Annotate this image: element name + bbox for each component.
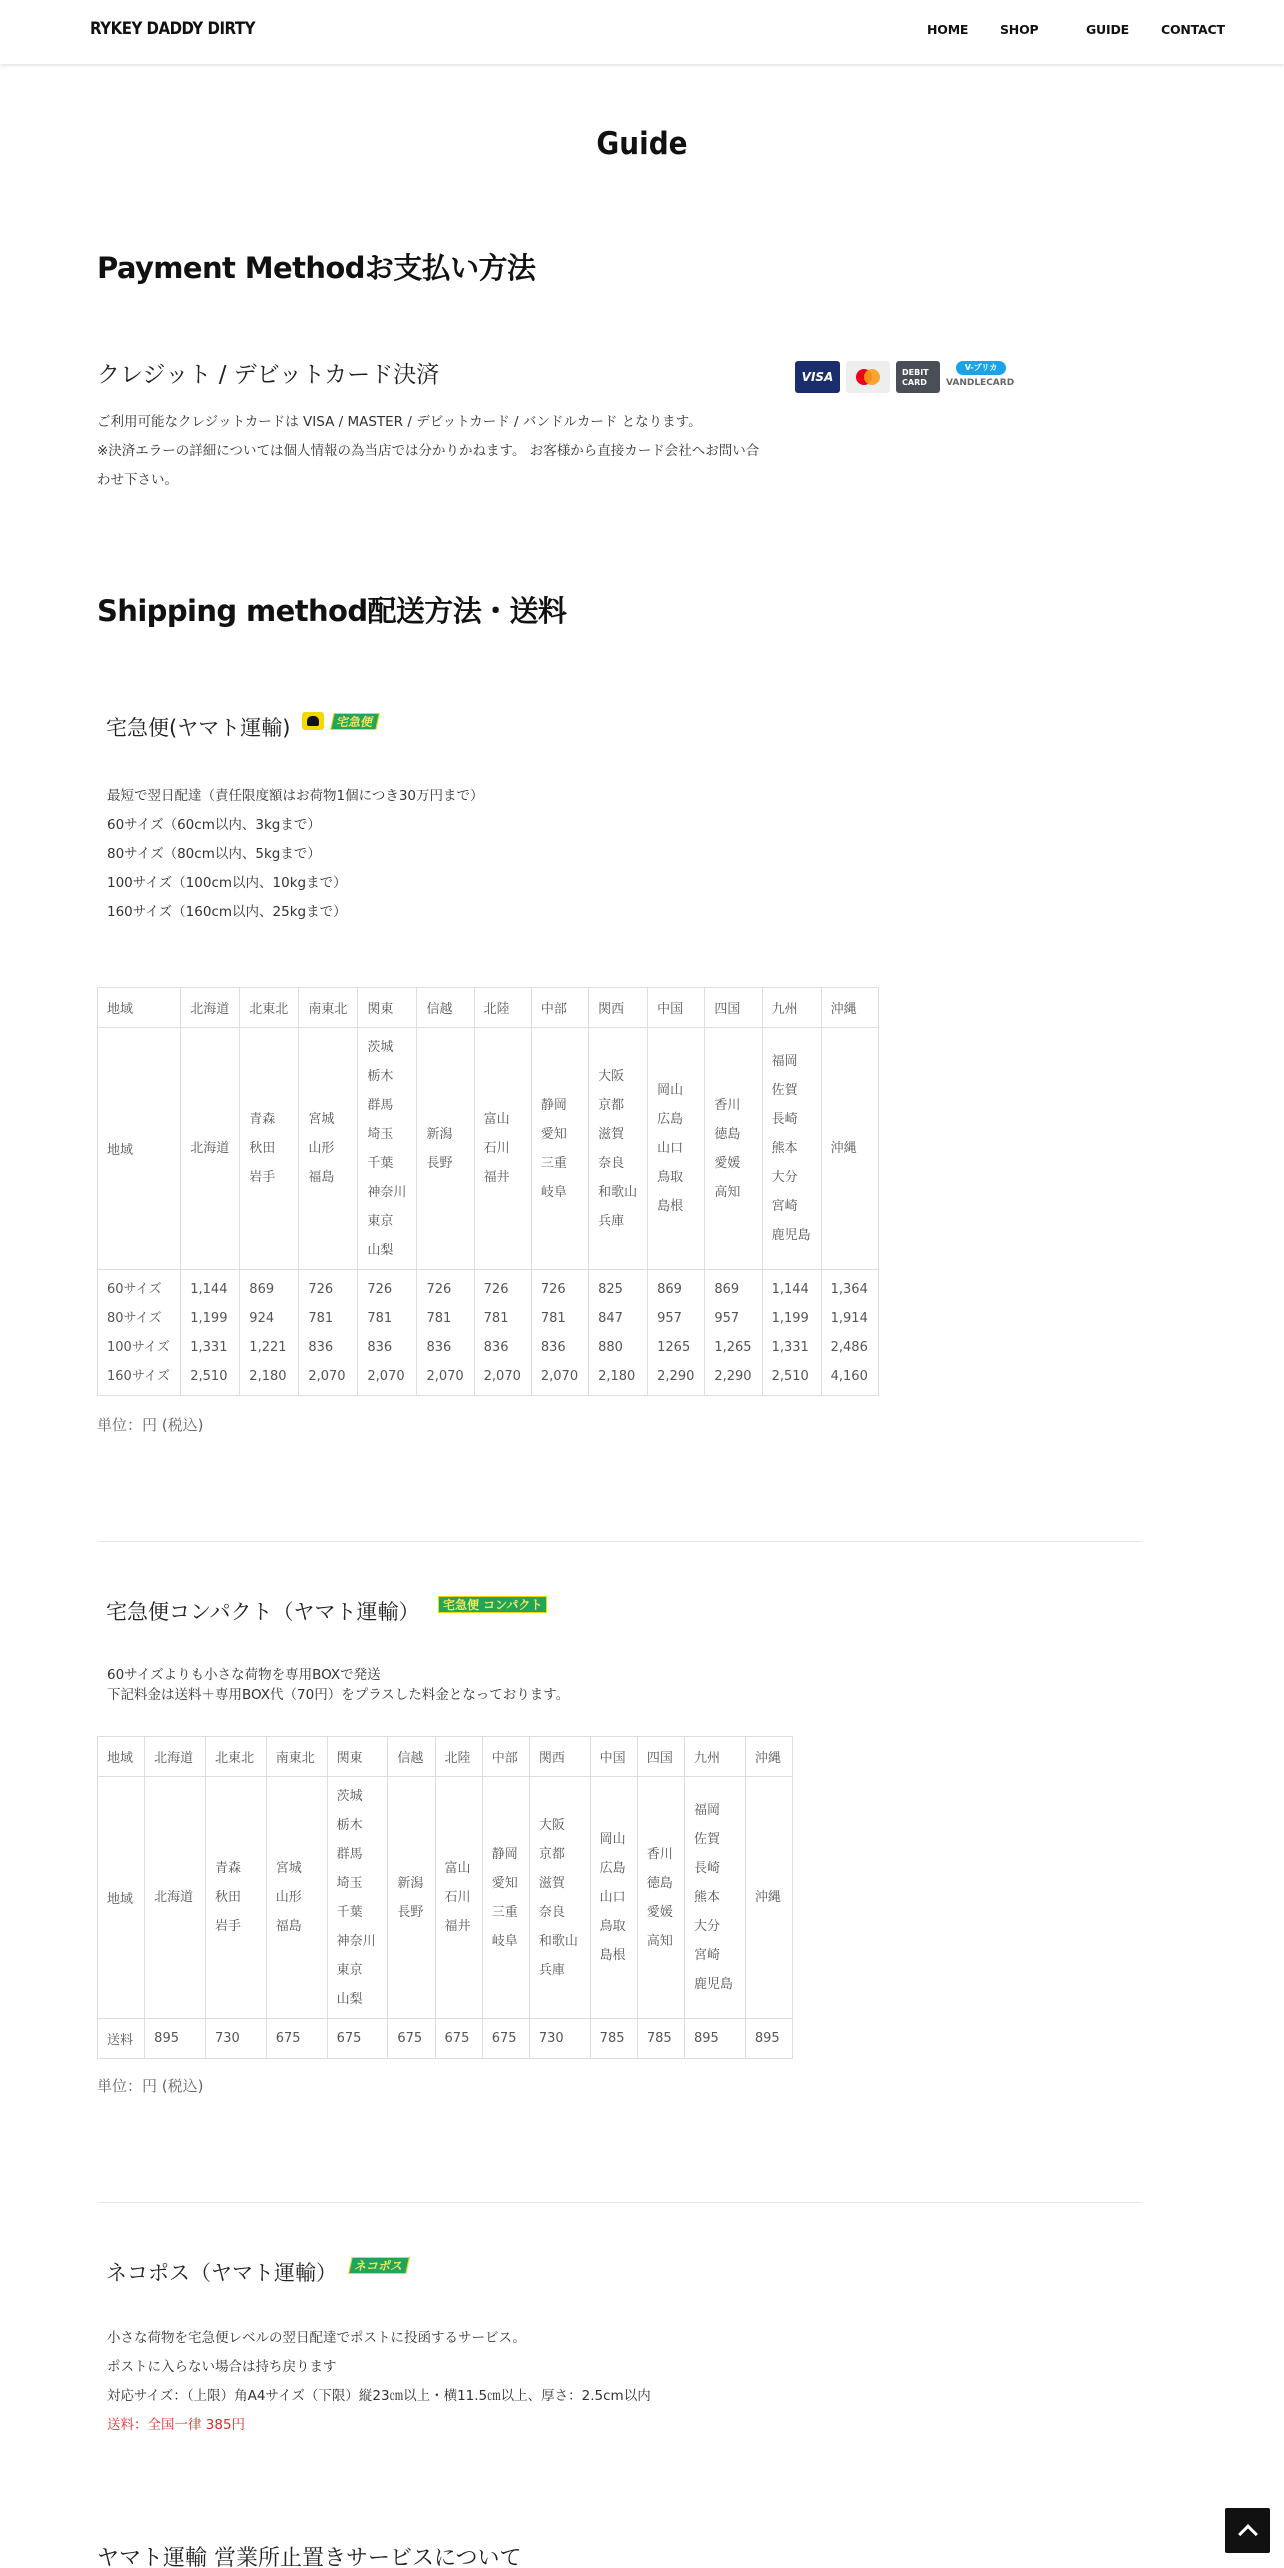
- price-cell-line: 1,265: [714, 1339, 752, 1355]
- prefecture-cell-line: 高知: [646, 1933, 673, 1949]
- prefecture-cell-line: 奈良: [538, 1904, 565, 1920]
- nekopos-badge: ネコポス: [348, 2257, 410, 2274]
- takkyubin-line: 100サイズ（100cm以内、10kgまで）: [107, 875, 347, 891]
- fee-label-cell: 送料: [98, 2019, 145, 2059]
- table-region-row: [98, 1737, 793, 1777]
- prefecture-cell: [474, 1028, 531, 1270]
- price-cell-line: 825: [598, 1281, 623, 1297]
- prefecture-cell-line: 和歌山: [598, 1184, 638, 1200]
- price-cell-line: 869: [714, 1281, 740, 1297]
- price-cell-line: 2,510: [771, 1368, 809, 1384]
- table-prefecture-row: [98, 1028, 879, 1270]
- prefecture-cell-line: 石川: [483, 1141, 510, 1156]
- region-cell: 北海道: [145, 1737, 206, 1777]
- price-cell-line: 781: [367, 1310, 393, 1326]
- nekopos-title: ネコポス（ヤマト運輸）: [106, 2261, 337, 2285]
- takkyubin-description: [107, 782, 484, 927]
- size-label-cell-line: 60サイズ: [107, 1281, 162, 1297]
- price-cell-line: 781: [483, 1310, 509, 1326]
- yamato-office-title: ヤマト運輸 営業所止置きサービスについて: [97, 2546, 522, 2568]
- price-cell: [240, 1270, 299, 1396]
- price-cell-line: 2,510: [190, 1368, 228, 1384]
- prefecture-cell-line: 愛媛: [646, 1904, 673, 1920]
- fee-cell: 675: [266, 2019, 327, 2059]
- prefecture-cell-line: 愛知: [491, 1875, 518, 1891]
- prefecture-cell: [745, 1777, 792, 2019]
- price-cell-line: 2,070: [426, 1368, 464, 1384]
- vpreca-label: V-プリカ: [956, 361, 1006, 375]
- price-cell-line: 1,914: [830, 1310, 868, 1326]
- price-cell: [589, 1270, 648, 1396]
- prefecture-cell-line: 青森: [214, 1861, 241, 1876]
- prefecture-cell: [435, 1777, 482, 2019]
- price-cell: [474, 1270, 531, 1396]
- price-cell: [417, 1270, 474, 1396]
- prefecture-cell-line: 群馬: [336, 1846, 363, 1862]
- prefecture-cell-line: 静岡: [491, 1846, 518, 1862]
- price-cell-line: 2,180: [598, 1368, 636, 1384]
- prefecture-cell-line: 沖縄: [754, 1890, 781, 1905]
- size-label-cell-line: 100サイズ: [107, 1339, 170, 1355]
- prefecture-cell-line: 兵庫: [538, 1962, 565, 1978]
- prefecture-cell-line: 奈良: [598, 1155, 625, 1171]
- price-cell-line: 1,144: [771, 1281, 809, 1297]
- takkyubin-line: 最短で翌日配達（責任限度額はお荷物1個につき30万円まで）: [107, 788, 484, 804]
- region-cell: 南東北: [299, 988, 358, 1028]
- prefecture-cell-line: 徳島: [646, 1875, 673, 1891]
- price-cell-line: 2,290: [714, 1368, 752, 1384]
- price-cell-line: 726: [483, 1281, 509, 1297]
- prefecture-cell-line: 長崎: [771, 1112, 798, 1127]
- prefecture-cell: [327, 1777, 388, 2019]
- takkyubin-unit: 単位：円 (税込): [97, 1416, 204, 1434]
- section-divider: [97, 2202, 1143, 2203]
- prefecture-cell-line: 島根: [657, 1199, 684, 1214]
- prefecture-cell-line: 宮城: [275, 1861, 302, 1876]
- prefecture-cell-line: 広島: [657, 1112, 684, 1127]
- price-cell-line: 781: [426, 1310, 452, 1326]
- region-cell: 関東: [358, 988, 417, 1028]
- prefecture-cell-line: 長野: [397, 1904, 424, 1920]
- prefecture-cell-line: 福島: [275, 1919, 302, 1934]
- prefecture-cell-line: 山梨: [336, 1991, 363, 2007]
- debit-card-icon: [896, 361, 940, 393]
- prefecture-cell-line: 大阪: [598, 1068, 625, 1084]
- prefecture-cell-line: 岡山: [657, 1083, 684, 1098]
- payment-section-title: Payment Methodお支払い方法: [97, 251, 536, 285]
- fee-cell: 675: [327, 2019, 388, 2059]
- nav-contact[interactable]: CONTACT: [1161, 22, 1225, 37]
- region-cell: 九州: [685, 1737, 746, 1777]
- prefecture-cell-line: 高知: [714, 1184, 741, 1200]
- prefecture-cell-line: 香川: [646, 1846, 673, 1862]
- prefecture-cell-line: 北海道: [190, 1141, 230, 1156]
- region-cell: 信越: [388, 1737, 435, 1777]
- prefecture-cell-line: 佐賀: [771, 1083, 798, 1098]
- price-cell-line: 1,144: [190, 1281, 228, 1297]
- vandle-card-icon: [946, 361, 1024, 393]
- mastercard-icon: [846, 361, 890, 393]
- prefecture-cell-line: 香川: [714, 1097, 741, 1113]
- prefecture-cell-line: 千葉: [367, 1155, 394, 1171]
- region-cell: 九州: [762, 988, 821, 1028]
- site-logo[interactable]: RYKEY DADDY DIRTY: [90, 17, 256, 39]
- prefecture-cell-line: 神奈川: [367, 1184, 407, 1200]
- site-header: [0, 0, 1284, 64]
- size-label-cell-line: 80サイズ: [107, 1310, 162, 1326]
- prefecture-cell: [205, 1777, 266, 2019]
- region-cell: 中国: [590, 1737, 637, 1777]
- compact-description: [107, 1665, 569, 1705]
- prefecture-cell: [685, 1777, 746, 2019]
- credit-card-title: クレジット / デビットカード決済: [97, 362, 440, 388]
- price-cell-line: 4,160: [830, 1368, 868, 1384]
- price-cell-line: 1,199: [190, 1310, 228, 1326]
- price-cell-line: 726: [540, 1281, 566, 1297]
- prefecture-cell-line: 熊本: [694, 1890, 721, 1905]
- region-cell: 関東: [327, 1737, 388, 1777]
- prefecture-cell: [240, 1028, 299, 1270]
- prefecture-cell-line: 福岡: [694, 1803, 721, 1818]
- prefecture-cell: [145, 1777, 206, 2019]
- prefecture-cell-line: 栃木: [336, 1817, 363, 1833]
- prefecture-cell: [531, 1028, 588, 1270]
- size-label-cell-line: 160サイズ: [107, 1368, 170, 1384]
- prefecture-cell-line: 佐賀: [694, 1832, 721, 1847]
- vandle-label: VANDLECARD: [946, 378, 1015, 388]
- prefecture-cell-line: 山梨: [367, 1242, 394, 1258]
- prefecture-cell-line: 広島: [599, 1861, 626, 1876]
- price-cell-line: 869: [657, 1281, 682, 1297]
- prefecture-cell-line: 大阪: [538, 1817, 565, 1833]
- prefecture-cell-line: 茨城: [367, 1039, 394, 1055]
- price-cell-line: 1,199: [771, 1310, 809, 1326]
- price-cell-line: 836: [308, 1339, 334, 1355]
- region-cell: 南東北: [266, 1737, 327, 1777]
- region-cell: 沖縄: [821, 988, 878, 1028]
- prefecture-cell-line: 山形: [275, 1890, 302, 1905]
- price-cell-line: 880: [598, 1339, 623, 1355]
- prefecture-cell-line: 山形: [308, 1141, 335, 1156]
- price-cell-line: 2,070: [367, 1368, 405, 1384]
- prefecture-cell-line: 山口: [657, 1141, 684, 1156]
- price-cell-line: 2,180: [249, 1368, 287, 1384]
- prefecture-cell-line: 京都: [598, 1097, 625, 1113]
- prefecture-cell: [762, 1028, 821, 1270]
- prefecture-cell-line: 鹿児島: [694, 1977, 734, 1992]
- prefecture-cell-line: 愛知: [540, 1126, 567, 1142]
- price-cell-line: 726: [426, 1281, 452, 1297]
- prefecture-cell-line: 富山: [483, 1112, 510, 1127]
- price-cell-line: 2,070: [308, 1368, 346, 1384]
- price-cell-line: 1,331: [771, 1339, 809, 1355]
- prefecture-cell-line: 島根: [599, 1948, 626, 1963]
- price-cell: [299, 1270, 358, 1396]
- price-cell: [821, 1270, 878, 1396]
- compact-rate-table: [97, 1736, 793, 2059]
- takkyubin-rate-table: [97, 987, 879, 1396]
- prefecture-cell-line: 宮崎: [694, 1948, 721, 1963]
- prefecture-cell-line: 熊本: [771, 1141, 798, 1156]
- shipping-section-title: Shipping method配送方法・送料: [97, 594, 567, 628]
- price-cell-line: 2,070: [483, 1368, 521, 1384]
- payment-description: [97, 408, 759, 495]
- prefecture-cell-line: 宮城: [308, 1112, 335, 1127]
- prefecture-cell-line: 福井: [483, 1170, 510, 1185]
- prefecture-cell-line: 石川: [444, 1890, 471, 1905]
- price-cell-line: 924: [249, 1310, 275, 1326]
- price-cell-line: 869: [249, 1281, 275, 1297]
- prefecture-cell: [821, 1028, 878, 1270]
- prefecture-cell-line: 埼玉: [367, 1126, 394, 1142]
- prefecture-cell-line: 岐阜: [491, 1933, 518, 1949]
- region-cell: 中部: [482, 1737, 529, 1777]
- prefecture-cell-line: 鳥取: [599, 1919, 626, 1934]
- price-cell: [705, 1270, 762, 1396]
- region-header-cell: 地域: [98, 1737, 145, 1777]
- region-cell: 中国: [648, 988, 705, 1028]
- price-cell-line: 836: [426, 1339, 452, 1355]
- visa-icon: VISA: [795, 361, 840, 393]
- prefecture-cell-line: 群馬: [367, 1097, 394, 1113]
- prefecture-cell-line: 福岡: [771, 1054, 798, 1069]
- price-cell-line: 781: [308, 1310, 334, 1326]
- region-cell: 関西: [589, 988, 648, 1028]
- prefecture-cell-line: 北海道: [154, 1890, 194, 1905]
- table-price-row: [98, 1270, 879, 1396]
- fee-cell: 895: [745, 2019, 792, 2059]
- prefecture-cell-line: 長崎: [694, 1861, 721, 1876]
- prefecture-cell: [417, 1028, 474, 1270]
- price-cell-line: 957: [657, 1310, 682, 1326]
- price-cell-line: 1,221: [249, 1339, 287, 1355]
- prefecture-cell-line: 神奈川: [336, 1933, 376, 1949]
- prefecture-cell-line: 徳島: [714, 1126, 741, 1142]
- price-cell: [762, 1270, 821, 1396]
- price-cell-line: 957: [714, 1310, 740, 1326]
- takkyubin-line: 160サイズ（160cm以内、25kgまで）: [107, 904, 347, 920]
- region-cell: 四国: [705, 988, 762, 1028]
- price-cell-line: 836: [483, 1339, 509, 1355]
- prefecture-cell-line: 静岡: [540, 1097, 567, 1113]
- fee-cell: 895: [145, 2019, 206, 2059]
- card-label: CARD: [902, 378, 927, 387]
- prefecture-cell-line: 福島: [308, 1170, 335, 1185]
- prefecture-cell-line: 福井: [444, 1919, 471, 1934]
- region-cell: 四国: [637, 1737, 684, 1777]
- prefecture-cell: [589, 1028, 648, 1270]
- prefecture-cell-line: 山口: [599, 1890, 626, 1905]
- nekopos-description: [107, 2324, 651, 2440]
- nekopos-fee: 送料：全国一律 385円: [107, 2417, 246, 2433]
- region-cell: 北東北: [205, 1737, 266, 1777]
- compact-line: 下記料金は送料＋専用BOX代（70円）をプラスした料金となっております。: [107, 1687, 570, 1703]
- prefecture-cell-line: 東京: [367, 1213, 394, 1229]
- prefecture-cell-line: 千葉: [336, 1904, 363, 1920]
- prefecture-cell: [529, 1777, 590, 2019]
- prefecture-cell: [482, 1777, 529, 2019]
- takkyubin-title: 宅急便(ヤマト運輸): [106, 716, 291, 740]
- price-cell: [358, 1270, 417, 1396]
- table-fee-row: [98, 2019, 793, 2059]
- region-header-cell: 地域: [98, 988, 181, 1028]
- compact-badge: 宅急便 コンパクト: [438, 1596, 547, 1613]
- price-cell-line: 1,331: [190, 1339, 228, 1355]
- nav-guide[interactable]: GUIDE: [1086, 22, 1129, 37]
- prefecture-cell-line: 岐阜: [540, 1184, 567, 1200]
- prefecture-cell-line: 栃木: [367, 1068, 394, 1084]
- price-cell-line: 836: [540, 1339, 566, 1355]
- region-cell: 中部: [531, 988, 588, 1028]
- region-header-cell: 地域: [98, 1028, 181, 1270]
- prefecture-cell: [299, 1028, 358, 1270]
- prefecture-cell-line: 新潟: [397, 1875, 424, 1891]
- prefecture-cell-line: 大分: [694, 1919, 721, 1934]
- prefecture-cell: [358, 1028, 417, 1270]
- prefecture-cell: [648, 1028, 705, 1270]
- prefecture-cell-line: 岩手: [249, 1170, 276, 1185]
- payment-line: わせ下さい。: [97, 472, 178, 488]
- price-cell-line: 2,486: [830, 1339, 868, 1355]
- prefecture-cell: [181, 1028, 240, 1270]
- region-cell: 北陸: [474, 988, 531, 1028]
- prefecture-cell-line: 富山: [444, 1861, 471, 1876]
- fee-cell: 675: [435, 2019, 482, 2059]
- table-region-row: [98, 988, 879, 1028]
- price-cell-line: 1,364: [830, 1281, 868, 1297]
- fee-cell: 785: [637, 2019, 684, 2059]
- fee-cell: 730: [205, 2019, 266, 2059]
- page-title: Guide: [596, 126, 688, 162]
- prefecture-cell-line: 京都: [538, 1846, 565, 1862]
- nekopos-line: 小さな荷物を宅急便レベルの翌日配達でポストに投函するサービス。: [107, 2330, 526, 2346]
- prefecture-cell-line: 兵庫: [598, 1213, 625, 1229]
- prefecture-cell-line: 沖縄: [830, 1141, 857, 1156]
- prefecture-cell-line: 鳥取: [657, 1170, 684, 1185]
- fee-cell: 730: [529, 2019, 590, 2059]
- prefecture-cell-line: 秋田: [249, 1141, 276, 1156]
- yamato-cat-icon: [302, 712, 324, 730]
- prefecture-cell-line: 秋田: [214, 1890, 241, 1905]
- prefecture-cell-line: 滋賀: [598, 1126, 625, 1142]
- prefecture-cell-line: 三重: [491, 1904, 518, 1920]
- price-cell-line: 781: [540, 1310, 566, 1326]
- fee-cell: 785: [590, 2019, 637, 2059]
- takkyubin-badge: 宅急便: [330, 713, 380, 730]
- prefecture-cell: [637, 1777, 684, 2019]
- prefecture-cell-line: 大分: [771, 1170, 798, 1185]
- prefecture-cell-line: 岡山: [599, 1832, 626, 1847]
- payment-line: ご利用可能なクレジットカードは VISA / MASTER / デビットカード / バンドルカード となります。: [97, 414, 702, 430]
- region-cell: 北陸: [435, 1737, 482, 1777]
- takkyubin-line: 80サイズ（80cm以内、5kgまで）: [107, 846, 321, 862]
- price-cell-line: 847: [598, 1310, 623, 1326]
- region-header-cell: 地域: [98, 1777, 145, 2019]
- compact-title: 宅急便コンパクト（ヤマト運輸）: [106, 1600, 420, 1624]
- price-cell: [531, 1270, 588, 1396]
- price-cell-line: 726: [367, 1281, 393, 1297]
- prefecture-cell: [266, 1777, 327, 2019]
- payment-line: ※決済エラーの詳細については個人情報の為当店では分かりかねます。 お客様から直接カード会社へお問い合: [97, 443, 760, 459]
- scroll-to-top-button[interactable]: [1225, 2508, 1270, 2553]
- price-cell-line: 836: [367, 1339, 393, 1355]
- price-cell-line: 726: [308, 1281, 334, 1297]
- prefecture-cell-line: 長野: [426, 1155, 453, 1171]
- size-label-cell: [98, 1270, 181, 1396]
- prefecture-cell: [388, 1777, 435, 2019]
- table-prefecture-row: [98, 1777, 793, 2019]
- nekopos-line: ポストに入らない場合は持ち戻ります: [107, 2359, 337, 2375]
- price-cell-line: 2,070: [540, 1368, 579, 1384]
- prefecture-cell-line: 岩手: [214, 1919, 241, 1934]
- region-cell: 北東北: [240, 988, 299, 1028]
- prefecture-cell-line: 鹿児島: [771, 1228, 811, 1243]
- nav-home[interactable]: HOME: [927, 22, 969, 37]
- fee-cell: 895: [685, 2019, 746, 2059]
- section-divider: [97, 1541, 1143, 1542]
- prefecture-cell-line: 宮崎: [771, 1199, 798, 1214]
- price-cell-line: 2,290: [657, 1368, 695, 1384]
- region-cell: 北海道: [181, 988, 240, 1028]
- prefecture-cell: [705, 1028, 762, 1270]
- prefecture-cell-line: 埼玉: [336, 1875, 363, 1891]
- prefecture-cell-line: 青森: [249, 1112, 276, 1127]
- price-cell-line: 1265: [657, 1339, 691, 1355]
- region-cell: 信越: [417, 988, 474, 1028]
- price-cell: [648, 1270, 705, 1396]
- prefecture-cell-line: 茨城: [336, 1788, 363, 1804]
- compact-unit: 単位：円 (税込): [97, 2077, 204, 2095]
- price-cell: [181, 1270, 240, 1396]
- nekopos-line: 対応サイズ：（上限）角A4サイズ（下限）縦23㎝以上・横11.5㎝以上、厚さ：2.5cm以内: [107, 2388, 651, 2404]
- prefecture-cell-line: 和歌山: [538, 1933, 578, 1949]
- fee-cell: 675: [482, 2019, 529, 2059]
- prefecture-cell-line: 愛媛: [714, 1155, 741, 1171]
- takkyubin-line: 60サイズ（60cm以内、3kgまで）: [107, 817, 321, 833]
- prefecture-cell-line: 新潟: [426, 1126, 453, 1142]
- region-cell: 沖縄: [745, 1737, 792, 1777]
- fee-cell: 675: [388, 2019, 435, 2059]
- prefecture-cell-line: 滋賀: [538, 1875, 565, 1891]
- nav-shop[interactable]: SHOP: [1000, 22, 1039, 37]
- region-cell: 関西: [529, 1737, 590, 1777]
- prefecture-cell: [590, 1777, 637, 2019]
- prefecture-cell-line: 東京: [336, 1962, 363, 1978]
- compact-line: 60サイズよりも小さな荷物を専用BOXで発送: [107, 1667, 381, 1683]
- prefecture-cell-line: 三重: [540, 1155, 567, 1171]
- debit-label: DEBIT: [902, 368, 929, 377]
